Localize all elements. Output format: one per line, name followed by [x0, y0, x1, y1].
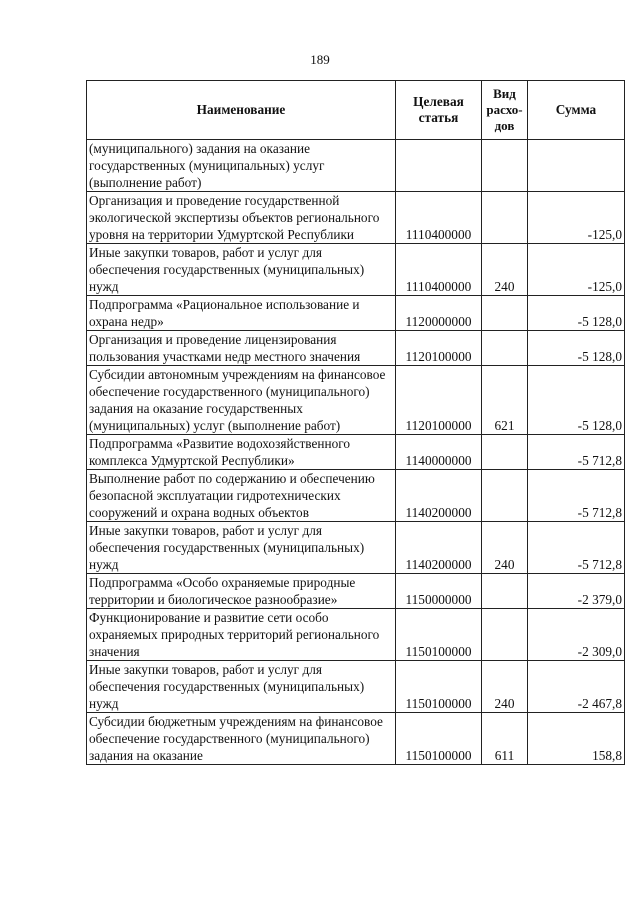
cell-code: 1150100000: [396, 713, 482, 765]
table-row: [87, 713, 625, 765]
cell-name: Организация и проведение государственной экологической экспертизы объектов регионального уровня на территории Удмуртской Республики: [87, 192, 396, 244]
cell-vid: 240: [482, 244, 528, 296]
header-name: Наименование: [87, 81, 396, 140]
cell-code: 1110400000: [396, 244, 482, 296]
cell-code: 1110400000: [396, 192, 482, 244]
header-row: [87, 81, 625, 140]
cell-code: 1120100000: [396, 366, 482, 435]
cell-name: Иные закупки товаров, работ и услуг для обеспечения государственных (муниципальных) нужд: [87, 522, 396, 574]
cell-vid: [482, 331, 528, 366]
cell-sum: -2 379,0: [528, 574, 625, 609]
table-row: [87, 435, 625, 470]
table-row: [87, 574, 625, 609]
cell-code: 1120100000: [396, 331, 482, 366]
cell-code: 1140000000: [396, 435, 482, 470]
cell-sum: -5 128,0: [528, 331, 625, 366]
cell-vid: [482, 470, 528, 522]
cell-name: Функционирование и развитие сети особо охраняемых природных территорий регионального значения: [87, 609, 396, 661]
cell-name: Организация и проведение лицензирования пользования участками недр местного значения: [87, 331, 396, 366]
cell-sum: -2 467,8: [528, 661, 625, 713]
cell-sum: -5 712,8: [528, 470, 625, 522]
header-sum: Сумма: [528, 81, 625, 140]
cell-name: Подпрограмма «Развитие водохозяйственного комплекса Удмуртской Республики»: [87, 435, 396, 470]
table-header: [87, 81, 625, 140]
cell-code: 1150000000: [396, 574, 482, 609]
cell-vid: [482, 296, 528, 331]
table-row: [87, 366, 625, 435]
cell-code: 1140200000: [396, 522, 482, 574]
cell-sum: 158,8: [528, 713, 625, 765]
header-code: Целевая статья: [396, 81, 482, 140]
cell-vid: 621: [482, 366, 528, 435]
cell-sum: -125,0: [528, 244, 625, 296]
table-row: [87, 331, 625, 366]
table-row: [87, 609, 625, 661]
cell-name: Субсидии автономным учреждениям на финансовое обеспечение государственного (муниципального) задания на оказание государственных (муниципальных) услуг (выполнение работ): [87, 366, 396, 435]
cell-sum: -2 309,0: [528, 609, 625, 661]
cell-sum: -5 128,0: [528, 366, 625, 435]
cell-sum: -125,0: [528, 192, 625, 244]
table-row: [87, 470, 625, 522]
cell-vid: 240: [482, 522, 528, 574]
cell-code: 1140200000: [396, 470, 482, 522]
cell-name: Иные закупки товаров, работ и услуг для обеспечения государственных (муниципальных) нужд: [87, 244, 396, 296]
cell-code: 1150100000: [396, 609, 482, 661]
cell-code: 1120000000: [396, 296, 482, 331]
cell-sum: -5 712,8: [528, 435, 625, 470]
table-body: [87, 140, 625, 765]
budget-table: [86, 80, 625, 765]
cell-vid: 611: [482, 713, 528, 765]
cell-code: 1150100000: [396, 661, 482, 713]
cell-name: Выполнение работ по содержанию и обеспечению безопасной эксплуатации гидротехнических сооружений и охрана водных объектов: [87, 470, 396, 522]
cell-name: (муниципального) задания на оказание государственных (муниципальных) услуг (выполнение работ): [87, 140, 396, 192]
page-number: 189: [310, 52, 330, 67]
table-row: [87, 296, 625, 331]
cell-sum: -5 712,8: [528, 522, 625, 574]
cell-name: Подпрограмма «Рациональное использование и охрана недр»: [87, 296, 396, 331]
table-row: [87, 661, 625, 713]
header-vid: Вид расхо-дов: [482, 81, 528, 140]
cell-vid: [482, 435, 528, 470]
cell-vid: [482, 140, 528, 192]
cell-name: Иные закупки товаров, работ и услуг для обеспечения государственных (муниципальных) нужд: [87, 661, 396, 713]
cell-vid: [482, 192, 528, 244]
cell-sum: [528, 140, 625, 192]
table-row: [87, 140, 625, 192]
table-row: [87, 522, 625, 574]
cell-name: Подпрограмма «Особо охраняемые природные территории и биологическое разнообразие»: [87, 574, 396, 609]
cell-code: [396, 140, 482, 192]
table-row: [87, 192, 625, 244]
cell-name: Субсидии бюджетным учреждениям на финансовое обеспечение государственного (муниципального) задания на оказание: [87, 713, 396, 765]
cell-sum: -5 128,0: [528, 296, 625, 331]
cell-vid: [482, 609, 528, 661]
table-row: [87, 244, 625, 296]
cell-vid: [482, 574, 528, 609]
cell-vid: 240: [482, 661, 528, 713]
